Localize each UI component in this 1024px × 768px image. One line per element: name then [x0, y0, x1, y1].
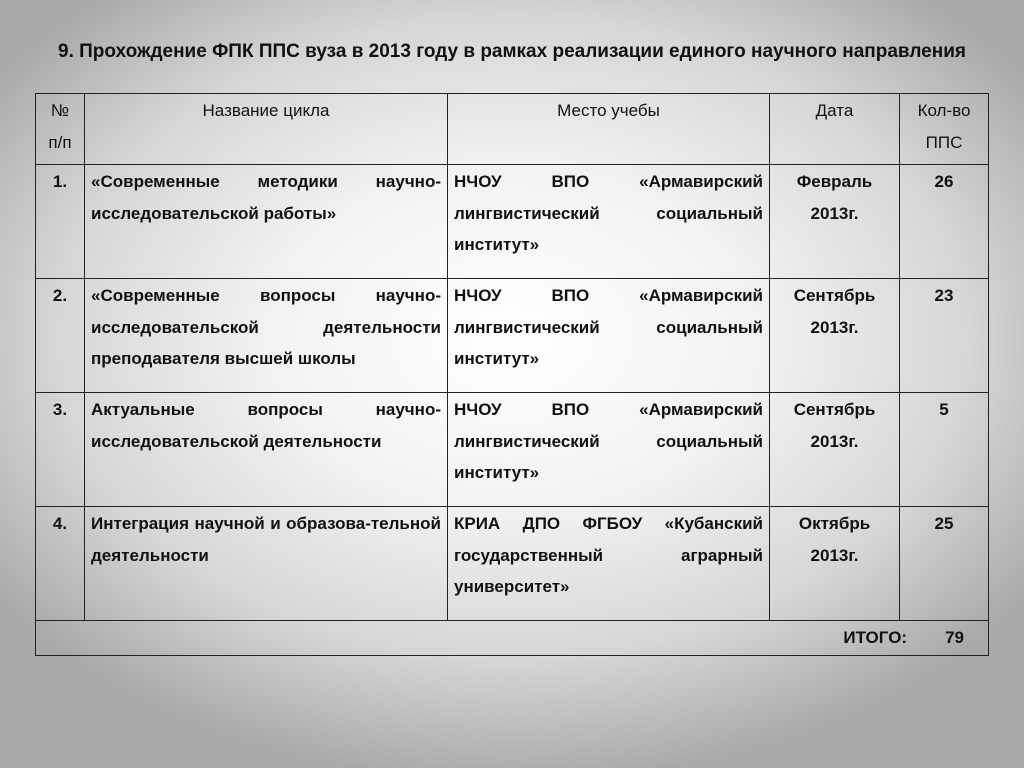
cell-count: 26 — [900, 165, 989, 279]
cell-cycle-name: «Современные вопросы научно-исследовательской деятельности преподавателя высшей школы — [85, 279, 448, 393]
table-total-row — [36, 621, 989, 656]
cell-date: Сентябрь 2013г. — [770, 393, 900, 507]
cell-number: 2. — [36, 279, 85, 393]
training-table — [35, 93, 989, 656]
cell-number: 4. — [36, 507, 85, 621]
table-row — [36, 165, 989, 279]
cell-date: Февраль 2013г. — [770, 165, 900, 279]
col-header-number: № п/п — [36, 94, 85, 165]
table-row — [36, 393, 989, 507]
table-row — [36, 507, 989, 621]
total-value: 79 — [945, 628, 964, 647]
cell-count: 23 — [900, 279, 989, 393]
col-header-count: Кол-во ППС — [900, 94, 989, 165]
cell-number: 3. — [36, 393, 85, 507]
page-title: 9. Прохождение ФПК ППС вуза в 2013 году в рамках реализации единого научного направления — [58, 41, 966, 62]
table-row — [36, 279, 989, 393]
cell-number: 1. — [36, 165, 85, 279]
col-header-cycle-name: Название цикла — [85, 94, 448, 165]
cell-date: Сентябрь 2013г. — [770, 279, 900, 393]
col-header-place: Место учебы — [448, 94, 770, 165]
cell-count: 25 — [900, 507, 989, 621]
col-header-date: Дата — [770, 94, 900, 165]
cell-cycle-name: Интеграция научной и образова-тельной деятельности — [85, 507, 448, 621]
cell-count: 5 — [900, 393, 989, 507]
total-cell — [36, 621, 989, 656]
cell-place: НЧОУ ВПО «Армавирский лингвистический социальный институт» — [448, 165, 770, 279]
total-label: ИТОГО: — [843, 628, 908, 647]
cell-place: НЧОУ ВПО «Армавирский лингвистический социальный институт» — [448, 279, 770, 393]
cell-date: Октябрь 2013г. — [770, 507, 900, 621]
cell-place: КРИА ДПО ФГБОУ «Кубанский государственный аграрный университет» — [448, 507, 770, 621]
cell-cycle-name: «Современные методики научно-исследовательской работы» — [85, 165, 448, 279]
table-header-row — [36, 94, 989, 165]
cell-place: НЧОУ ВПО «Армавирский лингвистический социальный институт» — [448, 393, 770, 507]
cell-cycle-name: Актуальные вопросы научно-исследовательской деятельности — [85, 393, 448, 507]
